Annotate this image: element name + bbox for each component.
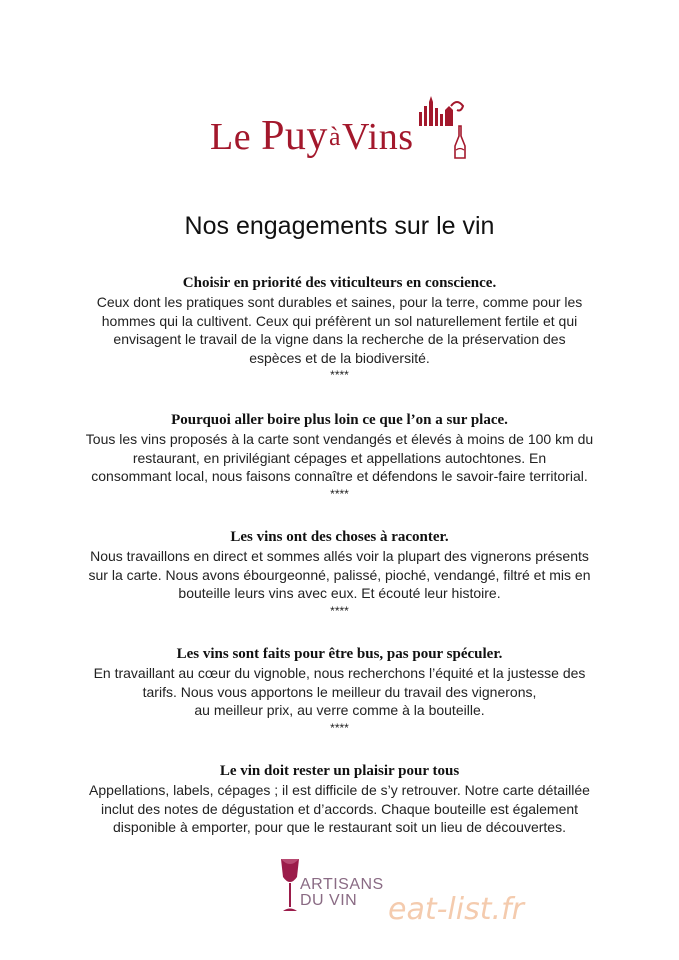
section-line: bouteille leurs vins avec eux. Et écouté leur histoire. <box>178 585 501 601</box>
section-line: tarifs. Nous vous apportons le meilleur du travail des vignerons, <box>142 683 537 700</box>
commitment-section-2 <box>40 411 639 501</box>
section-heading: Les vins ont des choses à raconter. <box>230 529 449 545</box>
section-line: espèces et de la biodiversité. <box>249 349 430 366</box>
section-separator: **** <box>330 368 349 382</box>
section-line: Tous les vins proposés à la carte sont vendangés et élevés à moins de 100 km du <box>85 431 594 447</box>
page-title: Nos engagements sur le vin <box>184 212 495 240</box>
section-separator: **** <box>330 486 349 501</box>
footer-logo-line1: ARTISANS <box>300 876 384 893</box>
commitment-section-3 <box>40 528 639 618</box>
footer-logo-text <box>300 877 384 909</box>
cathedral-bottle-icon <box>415 96 471 166</box>
logo-word-le: Le <box>210 116 252 158</box>
watermark: eat-list.fr <box>388 892 524 927</box>
section-line: disponible à emporter, pour que le restaurant soit un lieu de découvertes. <box>113 819 566 835</box>
section-line: Nous travaillons en direct et sommes allés voir la plupart des vignerons présents <box>90 548 589 564</box>
section-heading: Le vin doit rester un plaisir pour tous <box>219 763 460 779</box>
section-line: au meilleur prix, au verre comme à la bouteille. <box>194 702 485 718</box>
section-line: Appellations, labels, cépages ; il est difficile de s’y retrouver. Notre carte détaillée <box>89 782 590 798</box>
restaurant-logo <box>210 96 480 166</box>
commitment-section-1 <box>40 274 639 382</box>
logo-word-a: à <box>328 122 341 151</box>
footer-logo-line2: DU VIN <box>300 892 358 909</box>
section-line: restaurant, en privilégiant cépages et appellations autochtones. En <box>132 449 547 466</box>
wine-glass-icon <box>278 857 302 915</box>
section-line: envisagent le travail de la vigne dans la recherche de la préservation des <box>113 331 566 347</box>
section-line: sur la carte. Nous avons ébourgeonné, palissé, pioché, vendangé, filtré et mis en <box>88 566 591 583</box>
section-separator: **** <box>330 720 349 735</box>
logo-wordmark <box>210 112 414 160</box>
commitment-section-4 <box>40 645 639 735</box>
logo-word-vins: Vins <box>341 116 414 158</box>
section-heading: Choisir en priorité des viticulteurs en conscience. <box>182 275 497 291</box>
section-line: inclut des notes de dégustation et d’accords. Chaque bouteille est également <box>100 800 579 817</box>
section-heading: Les vins sont faits pour être bus, pas pour spéculer. <box>176 646 503 662</box>
section-line: consommant local, nous faisons connaître et défendons le savoir-faire territorial. <box>91 468 588 484</box>
section-line: Ceux dont les pratiques sont durables et saines, pour la terre, comme pour les <box>96 294 583 310</box>
commitment-section-5 <box>40 762 639 837</box>
section-line: En travaillant au cœur du vignoble, nous recherchons l’équité et la justesse des <box>93 665 586 681</box>
logo-word-puy: Puy <box>261 113 328 159</box>
section-separator: **** <box>330 603 349 618</box>
section-line: hommes qui la cultivent. Ceux qui préfèrent un sol naturellement fertile et qui <box>101 312 578 329</box>
section-heading: Pourquoi aller boire plus loin ce que l’on a sur place. <box>171 412 508 428</box>
